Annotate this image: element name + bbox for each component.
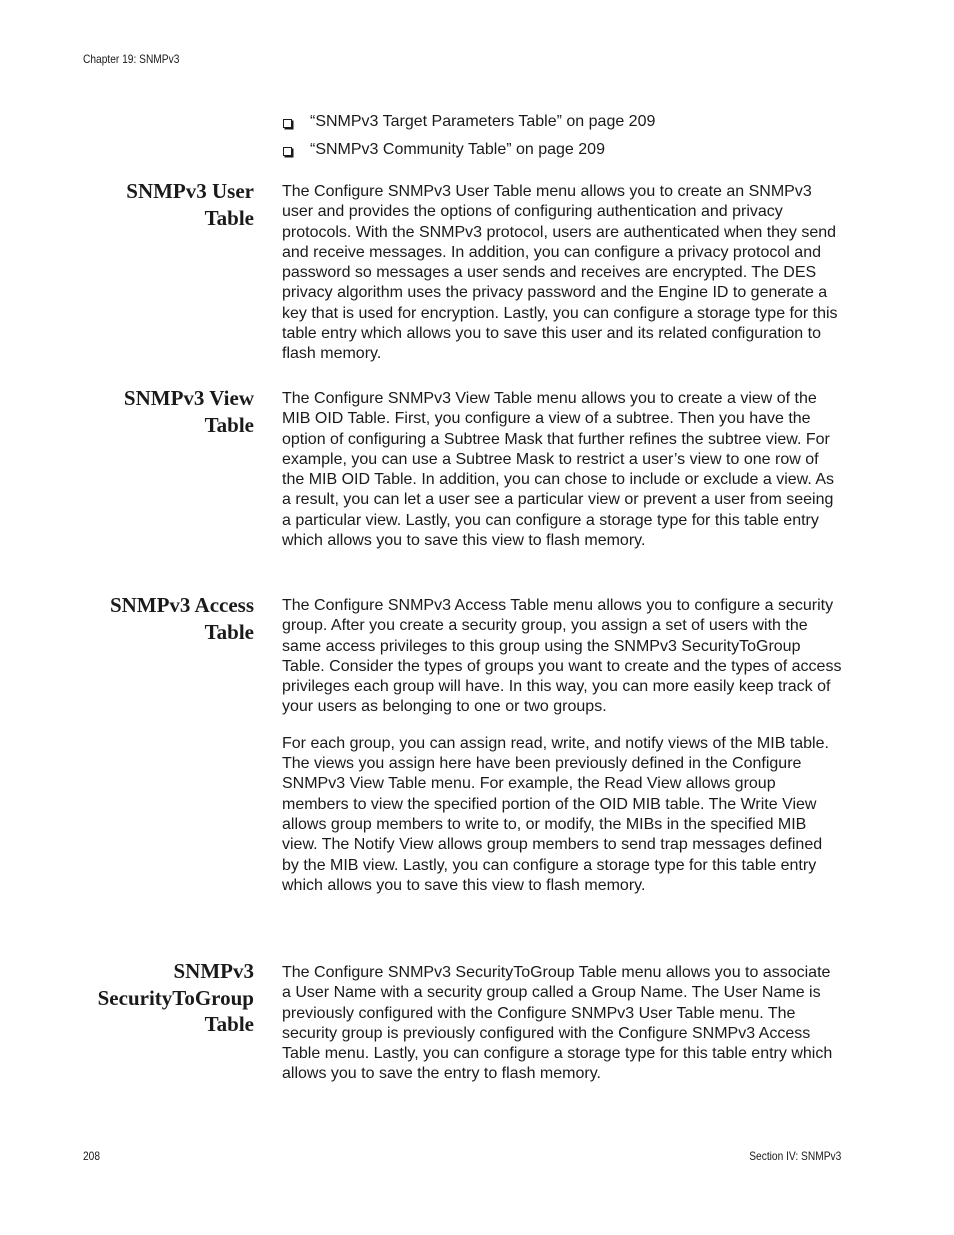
page-number: 208	[83, 1149, 101, 1163]
section-heading-line: Table	[204, 619, 254, 644]
body-paragraph: For each group, you can assign read, write, and notify views of the MIB table. The views you assign here have been previously defined in the Configure SNMPv3 View Table menu. For example, the Read View allows group members to view the specified portion of the OID MIB table. The Write View allows group members to write to, or modify, the MIBs in the specified MIB view. The Notify View allows group members to send trap messages defined by the MIB view. Lastly, you can configure a storage type for this table entry which allows you to save this view to flash memory.	[282, 734, 829, 894]
body-paragraph: The Configure SNMPv3 View Table menu allows you to create a view of the MIB OID Table. First, you configure a view of a subtree. Then you have the option of configuring a Subtree Mask that further refines the subtree view. For example, you can use a Subtree Mask to restrict a user’s view to one row of the MIB OID Table. In addition, you can chose to include or exclude a view. As a result, you can let a user see a particular view or prevent a user from seeing a particular view. Lastly, you can configure a storage type for this table entry which allows you to save this view to flash memory.	[282, 390, 835, 550]
section-heading-line: Table	[204, 412, 254, 437]
cross-reference-list	[283, 108, 655, 164]
section-heading	[34, 385, 254, 438]
list-item	[283, 136, 655, 164]
section-heading	[34, 592, 254, 645]
section-body	[282, 182, 842, 381]
section-heading-line: SNMPv3 User	[126, 179, 254, 203]
cross-reference-link[interactable]: “SNMPv3 Target Parameters Table” on page 209	[310, 113, 656, 130]
section-heading-line: SecurityToGroup	[97, 985, 254, 1010]
section-body	[282, 963, 842, 1101]
section-heading-line: SNMPv3 View	[123, 386, 254, 410]
section-heading-line: Table	[204, 205, 254, 230]
running-foot-section: Section IV: SNMPv3	[748, 1149, 841, 1163]
section-heading-line: SNMPv3 Access	[109, 593, 254, 617]
body-paragraph: The Configure SNMPv3 User Table menu allows you to create an SNMPv3 user and provides the options of configuring authentication and privacy protocols. With the SNMPv3 protocol, users are authenticated when they send and receive messages. In addition, you can configure a privacy protocol and password so messages a user sends and receives are encrypted. The DES privacy algorithm uses the privacy password and the Engine ID to generate a key that is used for encryption. Lastly, you can configure a storage type for this table entry which allows you to save this user and its related configuration to flash memory.	[282, 183, 838, 363]
running-head: Chapter 19: SNMPv3	[83, 52, 180, 66]
body-paragraph: The Configure SNMPv3 Access Table menu allows you to configure a security group. After you create a security group, you assign a set of users with the same access privileges to this group using the SNMPv3 SecurityToGroup Table. Consider the types of groups you want to create and the types of access privileges each group will have. In this way, you can more easily keep track of your users as belonging to one or two groups.	[282, 597, 842, 716]
section-heading	[34, 958, 254, 1038]
section-heading-line: Table	[204, 1012, 254, 1036]
body-paragraph: The Configure SNMPv3 SecurityToGroup Table menu allows you to associate a User Name with a security group called a Group Name. The User Name is previously configured with the Configure SNMPv3 User Table menu. The security group is previously configured with the Configure SNMPv3 Access Table menu. Lastly, you can configure a storage type for this table entry which allows you to save the entry to flash memory.	[282, 964, 833, 1083]
section-body	[282, 389, 842, 567]
section-body	[282, 596, 842, 912]
section-heading	[34, 178, 254, 231]
cross-reference-link[interactable]: “SNMPv3 Community Table” on page 209	[310, 141, 605, 158]
checkbox-bullet-icon	[283, 119, 292, 128]
checkbox-bullet-icon	[283, 147, 292, 156]
section-heading-line: SNMPv3	[173, 959, 254, 983]
list-item	[283, 108, 655, 136]
